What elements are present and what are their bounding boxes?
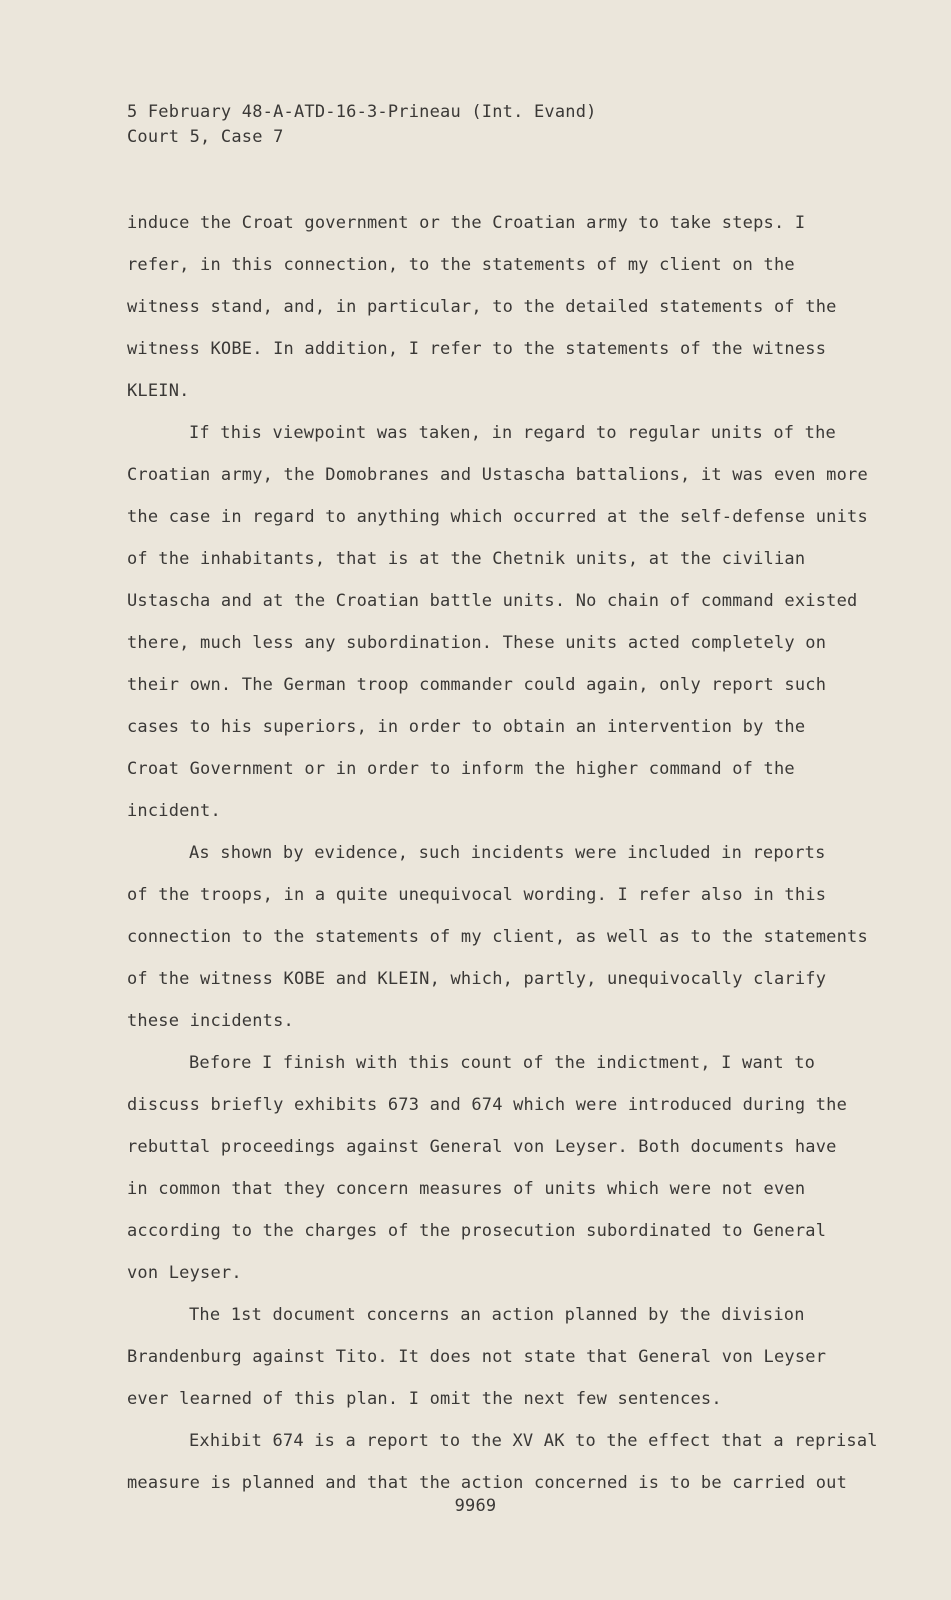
paragraph-start-line: If this viewpoint was taken, in regard to regular units of the [189, 423, 836, 443]
text-line: von Leyser. [127, 1263, 242, 1283]
document-header [127, 100, 597, 150]
text-line: incident. [127, 801, 221, 821]
text-line: connection to the statements of my client, as well as to the statements [127, 927, 868, 947]
text-line: according to the charges of the prosecution subordinated to General [127, 1221, 827, 1241]
text-line: the case in regard to anything which occurred at the self-defense units [127, 507, 868, 527]
header-court-line: Court 5, Case 7 [127, 127, 284, 147]
text-line: Croatian army, the Domobranes and Ustascha battalions, it was even more [127, 465, 868, 485]
paragraph-start-line: Before I finish with this count of the indictment, I want to [189, 1053, 816, 1073]
page-number: 9969 [454, 1496, 497, 1516]
header-reference-line: 5 February 48-A-ATD-16-3-Prineau (Int. Evand) [127, 102, 597, 122]
text-line: Brandenburg against Tito. It does not state that General von Leyser [127, 1347, 827, 1367]
text-line: induce the Croat government or the Croatian army to take steps. I [127, 213, 806, 233]
text-line: there, much less any subordination. These units acted completely on [127, 633, 827, 653]
text-line: ever learned of this plan. I omit the next few sentences. [127, 1389, 722, 1409]
text-line: discuss briefly exhibits 673 and 674 which were introduced during the [127, 1095, 848, 1115]
text-line: of the inhabitants, that is at the Chetnik units, at the civilian [127, 549, 806, 569]
paragraph-start-line: The 1st document concerns an action planned by the division [189, 1305, 805, 1325]
paragraph-start-line: As shown by evidence, such incidents were included in reports [189, 843, 826, 863]
text-line: of the troops, in a quite unequivocal wording. I refer also in this [127, 885, 827, 905]
text-line: of the witness KOBE and KLEIN, which, partly, unequivocally clarify [127, 969, 827, 989]
text-line: Croat Government or in order to inform the higher command of the [127, 759, 795, 779]
text-line: witness KOBE. In addition, I refer to the statements of the witness [127, 339, 827, 359]
text-line: these incidents. [127, 1011, 294, 1031]
text-line: in common that they concern measures of units which were not even [127, 1179, 806, 1199]
text-line: KLEIN. [127, 381, 190, 401]
text-line: witness stand, and, in particular, to the detailed statements of the [127, 297, 837, 317]
paragraph-start-line: Exhibit 674 is a report to the XV AK to the effect that a reprisal [189, 1431, 878, 1451]
text-line: refer, in this connection, to the statements of my client on the [127, 255, 795, 275]
text-line: rebuttal proceedings against General von Leyser. Both documents have [127, 1137, 837, 1157]
text-line: their own. The German troop commander could again, only report such [127, 675, 827, 695]
text-line: cases to his superiors, in order to obtain an intervention by the [127, 717, 806, 737]
text-line: measure is planned and that the action concerned is to be carried out [127, 1473, 848, 1493]
text-line: Ustascha and at the Croatian battle units. No chain of command existed [127, 591, 858, 611]
body-text [127, 202, 878, 1504]
